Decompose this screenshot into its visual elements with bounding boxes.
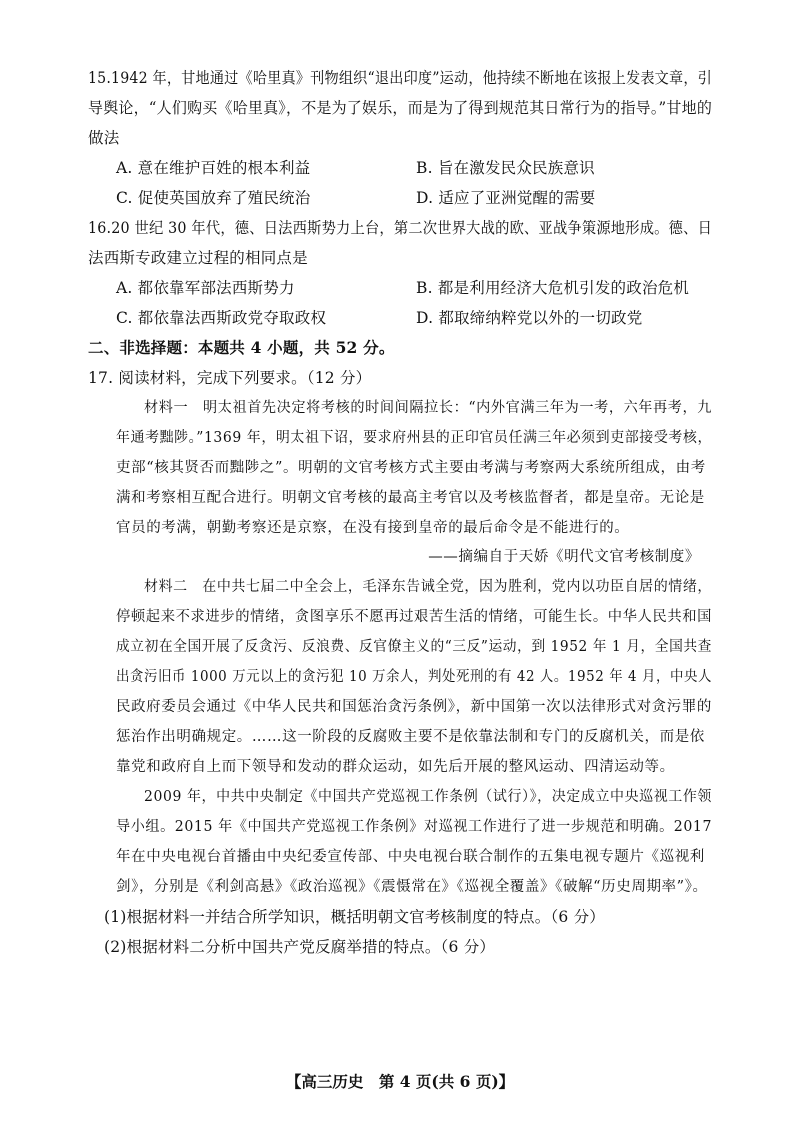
material2b-line-4: 剑》，分别是《利剑高悬》《政治巡视》《震慑常在》《巡视全覆盖》《破解“历史周期率”》。 [116,879,708,895]
material1-line-5: 官员的考满，朝勤考察还是京察，在没有接到皇帝的最后命令是不能进行的。 [116,520,630,536]
material2-line-3: 成立初在全国开展了反贪污、反浪费、反官僚主义的“三反”运动，到 1952 年 1 月，全国共查 [116,639,712,655]
material1-source: ——摘编自于天娇《明代文官考核制度》 [428,549,700,565]
material2-line-6: 惩治作出明确规定。……这一阶段的反腐败主要不是依靠法制和专门的反腐机关，而是依 [116,729,705,745]
q15-option-b: B. 旨在激发民众民族意识 [416,159,595,177]
q16-option-a: A. 都依靠军部法西斯势力 [116,279,295,297]
q16-option-b: B. 都是利用经济大危机引发的政治危机 [416,279,690,297]
q16-stem-line-1: 16.20 世纪 30 年代，德、日法西斯势力上台，第二次世界大战的欧、亚战争策源地形成。德、日 [88,219,713,237]
q16-stem-line-2: 法西斯专政建立过程的相同点是 [88,249,308,267]
material1-line-1: 材料一 明太祖首先决定将考核的时间间隔拉长：“内外官满三年为一考，六年再考，九 [144,400,713,416]
q17-title: 17. 阅读材料，完成下列要求。（12 分） [88,369,372,387]
q15-stem-line-1: 15.1942 年，甘地通过《哈里真》刊物组织“退出印度”运动，他持续不断地在该报上发表文章，引 [88,69,713,87]
material2-line-5: 民政府委员会通过《中华人民共和国惩治贪污条例》，新中国第一次以法律形式对贪污罪的 [116,699,712,715]
q16-option-c: C. 都依靠法西斯政党夺取政权 [116,309,327,327]
q15-stem-line-3: 做法 [88,129,120,147]
material1-line-4: 满和考察相互配合进行。明朝文官考核的最高主考官以及考核监督者，都是皇帝。无论是 [116,490,705,506]
material2-line-4: 出贪污旧币 1000 万元以上的贪污犯 10 万余人，判处死刑的有 42 人。1952 年 4 月，中央人 [116,669,712,685]
material2-line-2: 停顿起来不求进步的情绪，贪图享乐不愿再过艰苦生活的情绪，可能生长。中华人民共和国 [116,609,713,625]
section-heading: 二、非选择题：本题共 4 小题，共 52 分。 [88,338,395,357]
material1-line-2: 年通考黜陟。”1369 年，明太祖下诏，要求府州县的正印官员任满三年必须到吏部接受考核， [116,430,712,446]
q15-option-a: A. 意在维护百姓的根本利益 [116,159,311,177]
material2b-line-1: 2009 年，中共中央制定《中国共产党巡视工作条例（试行）》，决定成立中央巡视工作领 [144,789,712,805]
material2-line-7: 靠党和政府自上而下领导和发动的群众运动，如先后开展的整风运动、四清运动等。 [116,759,675,775]
material2b-line-2: 导小组。2015 年《中国共产党巡视工作条例》对巡视工作进行了进一步规范和明确。2017 [116,819,713,835]
q17-subquestion-2: (2)根据材料二分析中国共产党反腐举措的特点。（6 分） [104,938,496,956]
q15-option-c: C. 促使英国放弃了殖民统治 [116,189,311,207]
material1-line-3: 吏部“核其贤否而黜陟之”。明朝的文官考核方式主要由考满与考察两大系统所组成，由考 [116,460,706,476]
material2-line-1: 材料二 在中共七届二中全会上，毛泽东告诫全党，因为胜利，党内以功臣自居的情绪， [144,579,713,595]
q16-option-d: D. 都取缔纳粹党以外的一切政党 [416,309,643,327]
q15-option-d: D. 适应了亚洲觉醒的需要 [416,189,596,207]
material2b-line-3: 年在中央电视台首播由中央纪委宣传部、中央电视台联合制作的五集电视专题片《巡视利 [116,849,705,865]
q17-subquestion-1: (1)根据材料一并结合所学知识，概括明朝文官考核制度的特点。（6 分） [104,908,605,926]
page-footer: 【高三历史 第 4 页(共 6 页)】 [285,1072,515,1091]
q15-stem-line-2: 导舆论，“人们购买《哈里真》，不是为了娱乐，而是为了得到规范其日常行为的指导。”甘地的 [88,99,713,117]
